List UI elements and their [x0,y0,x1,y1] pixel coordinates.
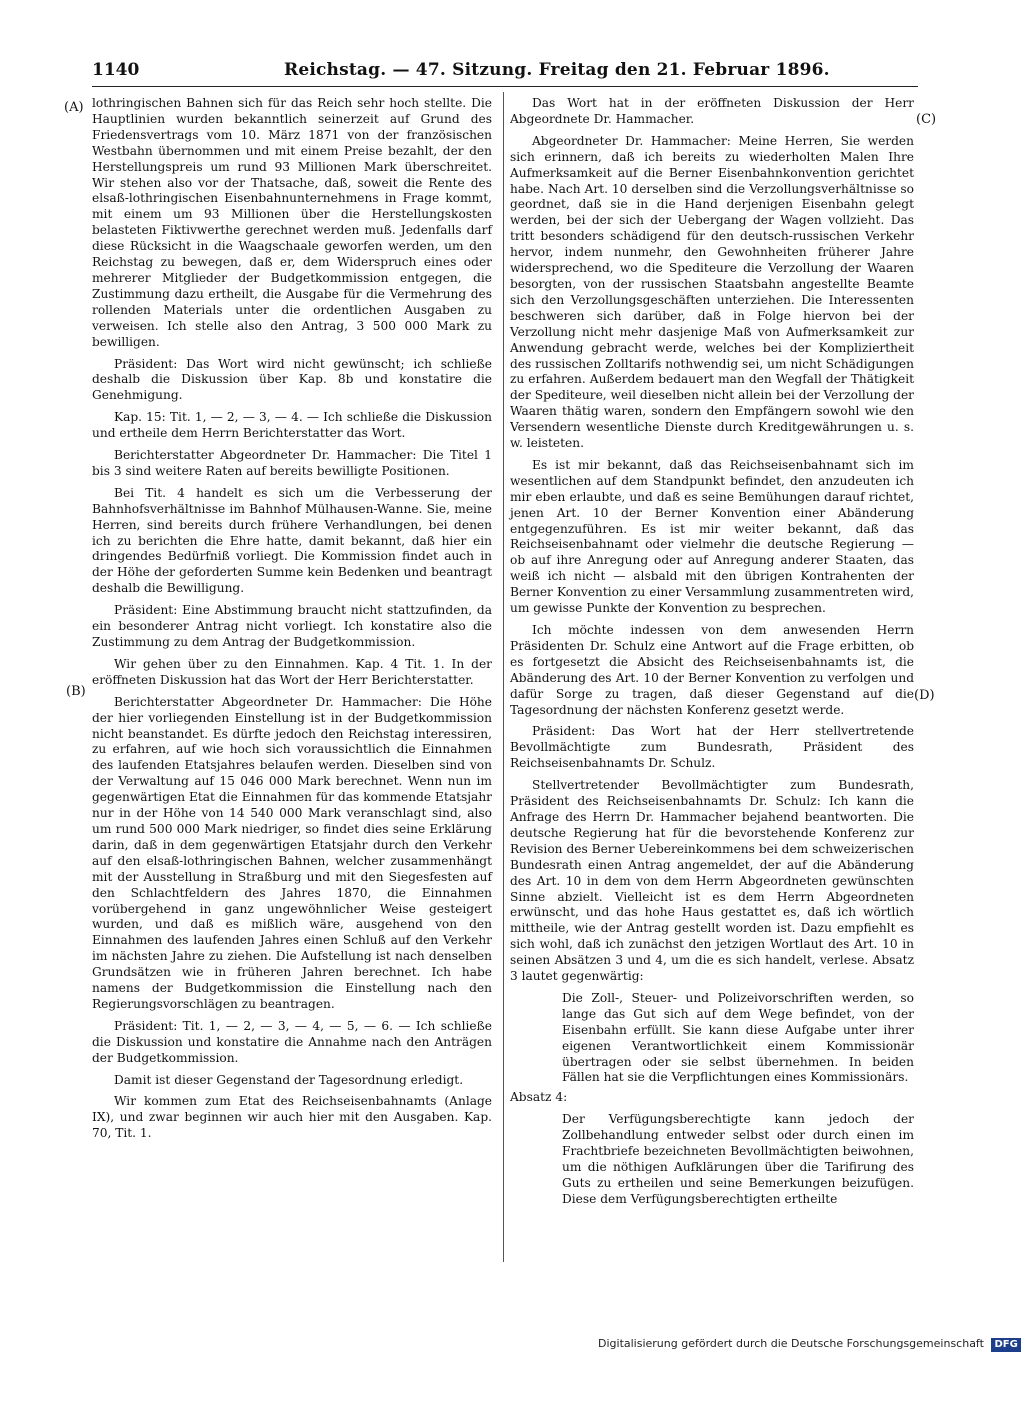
paragraph: Stellvertretender Bevollmächtigter zum Bundesrath, Präsident des Reichseisenbahnamts Dr. Schulz: Ich kann die Anfrage des Herrn Dr. Hammacher bejahend beantworten. Die deutsche Regierung hat für die bevorstehende Konferenz zur Revision des Berner Uebereinkommens bei dem schweizerischen Bundesrath einen Antrag angemeldet, der auf die Abänderung des Art. 10 in dem von dem Herrn Abgeordneten gewünschten Sinne abzielt. Vielleicht ist es dem Herrn Abgeordneten erwünscht, und das hohe Haus gestattet es, daß ich wörtlich mittheile, wie der Antrag gestellt worden ist. Dazu empfiehlt es sich wohl, daß ich zunächst den jetzigen Wortlaut des Art. 10 in seinen Absätzen 3 und 4, um die es sich handelt, verlese. Absatz 3 lautet gegenwärtig: [510,778,914,984]
left-column [92,96,492,1416]
paragraph: Präsident: Das Wort hat der Herr stellvertretende Bevollmächtigte zum Bundesrath, Präsident des Reichseisenbahnamts Dr. Schulz. [510,724,914,771]
paragraph: Es ist mir bekannt, daß das Reichseisenbahnamt sich im wesentlichen auf dem Standpunkt befindet, den anzudeuten ich mir eben erlaubte, und daß es seine Bemühungen darauf richtet, jenen Art. 10 der Berner Konvention einer Abänderung entgegenzuführen. Es ist mir weiter bekannt, daß das Reichseisenbahnamt oder vielmehr die deutsche Regierung — ob auf ihre Anregung oder auf Anregung anderer Staaten, das weiß ich nicht — alsbald mit den übrigen Kontrahenten der Berner Konvention zu einer Versammlung zusammentreten wird, um gewisse Punkte der Konvention zu besprechen. [510,457,914,616]
paragraph: lothringischen Bahnen sich für das Reich sehr hoch stellte. Die Hauptlinien wurden bekanntlich seinerzeit auf Grund des Friedensvertrags vom 10. März 1871 von der französischen Westbahn übernommen und mit einem Preise bezahlt, der den Herstellungspreis um rund 93 Millionen Mark überschreitet. Wir stehen also vor der Thatsache, daß, soweit die Rente des elsaß-lothringischen Eisenbahnunternehmens in Frage kommt, mit einem um 93 Millionen über die Herstellungskosten belasteten Fiktivwerthe gerechnet werden muß. Jedenfalls darf diese Rücksicht in die Waagschaale geworfen werden, um den Reichstag zu bewegen, daß er, dem Widerspruch eines oder mehrerer Mitglieder der Budgetkommission entgegen, die Zustimmung dazu ertheilt, die Ausgabe für die Vermehrung des rollenden Materials unter die ordentlichen Ausgaben zu verweisen. Ich stelle also den Antrag, 3 500 000 Mark zu bewilligen. [92,96,492,349]
dfg-logo: DFG [991,1338,1020,1352]
column-divider [503,92,504,1262]
running-head: Reichstag. — 47. Sitzung. Freitag den 21. Februar 1896. [284,60,830,80]
paragraph: Das Wort hat in der eröffneten Diskussion der Herr Abgeordnete Dr. Hammacher. [510,96,914,126]
paragraph: Bei Tit. 4 handelt es sich um die Verbesserung der Bahnhofsverhältnisse im Bahnhof Mülhausen-Wanne. Sie, meine Herren, sind bereits durch frühere Verhandlungen, bei denen ich zu berichten die Ehre hatte, damit bekannt, daß hier ein dringendes Bedürfniß vorliegt. Die Kommission findet auch in der Höhe der geforderten Summe kein Bedenken und beantragt deshalb die Bewilligung. [92,485,492,596]
paragraph: Präsident: Das Wort wird nicht gewünscht; ich schließe deshalb die Diskussion über Kap. 8b und konstatire die Genehmigung. [92,356,492,403]
paragraph: Damit ist dieser Gegenstand der Tagesordnung erledigt. [114,1072,464,1087]
margin-marker-c: (C) [916,112,937,127]
quoted-paragraph: Der Verfügungsberechtigte kann jedoch der Zollbehandlung entweder selbst oder durch einen im Frachtbriefe bezeichneten Bevollmächtigten beiwohnen, um die nöthigen Aufklärungen über die Tarifirung des Guts zu ertheilen und seine Bemerkungen beizufügen. Diese dem Verfügungsberechtigten ertheilte [562,1112,914,1206]
footer-text: Digitalisierung gefördert durch die Deutsche Forschungsgemeinschaft [598,1337,984,1350]
header-rule [92,86,918,87]
paragraph: Wir kommen zum Etat des Reichseisenbahnamts (Anlage IX), und zwar beginnen wir auch hier mit den Ausgaben. Kap. 70, Tit. 1. [92,1094,492,1141]
paragraph: Präsident: Eine Abstimmung braucht nicht stattzufinden, da ein besonderer Antrag nicht vorliegt. Ich konstatire also die Zustimmung zu dem Antrag der Budgetkommission. [92,603,492,649]
margin-marker-b: (B) [66,684,86,699]
paragraph: Berichterstatter Abgeordneter Dr. Hammacher: Die Höhe der hier vorliegenden Einstellung ist in der Budgetkommission nicht beanstandet. Es dürfte jedoch den Reichstag interessiren, zu erfahren, auf wie hoch sich voraussichtlich die Einnahmen des laufenden Etatsjahres belaufen werden. Dieselben sind von der Verwaltung auf 15 046 000 Mark berechnet. Wenn nun im gegenwärtigen Etat die Einnahmen für das kommende Etatsjahr nur in der Höhe von 14 540 000 Mark veranschlagt sind, also um rund 500 000 Mark niedriger, so findet dies seine Erklärung darin, daß in dem gegenwärtigen Etatsjahr durch den Verkehr auf den elsaß-lothringischen Bahnen, welcher zusammenhängt mit der Ausstellung in Straßburg und mit den Siegesfesten auf den Schlachtfeldern des Jahres 1870, die Einnahmen vorübergehend in ganz ungewöhnlicher Weise gesteigert wurden, und daß es mißlich wäre, ausgehend von den Einnahmen des laufenden Jahres einen Schluß auf den Verkehr im nächsten Jahre zu ziehen. Die Aufstellung ist nach denselben Grundsätzen wie in früheren Jahren berechnet. Ich habe namens der Budgetkommission die Einstellung nach den Regierungsvorschlägen zu beantragen. [92,694,492,1011]
paragraph-label: Absatz 4: [510,1090,568,1105]
paragraph: Ich möchte indessen von dem anwesenden Herrn Präsidenten Dr. Schulz eine Antwort auf die Frage erbitten, ob es fortgesetzt die Absicht des Reichseisenbahnamts ist, die Abänderung des Art. 10 der Berner Konvention zu verfolgen und dafür Sorge zu tragen, daß dieser Gegenstand auf die Tagesordnung der nächsten Konferenz gesetzt werde. [510,623,914,717]
paragraph: Kap. 15: Tit. 1, — 2, — 3, — 4. — Ich schließe die Diskussion und ertheile dem Herrn Berichterstatter das Wort. [92,410,492,441]
quoted-paragraph: Die Zoll-, Steuer- und Polizeivorschriften werden, so lange das Gut sich auf dem Wege befindet, von der Eisenbahn erfüllt. Sie kann diese Aufgabe unter ihrer eigenen Verantwortlichkeit einem Kommissionär übertragen oder sie selbst übernehmen. In beiden Fällen hat sie die Verpflichtungen eines Kommissionärs. [562,990,914,1085]
paragraph: Abgeordneter Dr. Hammacher: Meine Herren, Sie werden sich erinnern, daß ich bereits zu wiederholten Malen Ihre Aufmerksamkeit auf die Berner Eisenbahnkonvention gerichtet habe. Nach Art. 10 derselben sind die Verzollungsverhältnisse so geordnet, daß sie in die Hand derjenigen Eisenbahn gelegt werden, bei der sich der Uebergang der Wagen vollzieht. Das tritt besonders schädigend für den deutsch-russischen Verkehr hervor, indem nunmehr, den Gewohnheiten früherer Jahre widersprechend, wo die Spediteure die Verzollung der Waaren besorgten, von der russischen Staatsbahn angestellte Beamte sich den Verzollungsgeschäften unterziehen. Die Interessenten beschweren sich darüber, daß in Folge hiervon bei der Verzollung nicht mehr dasjenige Maß von Aufmerksamkeit zur Anwendung gebracht werde, welches bei der Kompliziertheit des russischen Zolltarifs nothwendig sei, um nicht Schädigungen zu erfahren. Außerdem bedauert man den Wegfall der Thätigkeit der Spediteure, weil dieselben nicht allein bei der Verzollung der Waaren thätig waren, sondern den Empfängern sowohl wie den Versendern wesentliche Dienste durch Kreditgewährungen u. s. w. leisteten. [510,133,914,451]
margin-marker-d: (D) [914,688,935,703]
paragraph: Wir gehen über zu den Einnahmen. Kap. 4 Tit. 1. In der eröffneten Diskussion hat das Wort der Herr Berichterstatter. [92,656,492,687]
digitization-footer [598,1337,1018,1353]
page-number: 1140 [92,60,140,80]
margin-marker-a: (A) [64,100,84,115]
paragraph: Präsident: Tit. 1, — 2, — 3, — 4, — 5, — 6. — Ich schließe die Diskussion und konstatire die Annahme nach den Anträgen der Budgetkommission. [92,1018,492,1065]
page-header [92,58,830,84]
paragraph: Berichterstatter Abgeordneter Dr. Hammacher: Die Titel 1 bis 3 sind weitere Raten auf bereits bewilligte Positionen. [92,448,492,478]
right-column [510,96,914,1276]
